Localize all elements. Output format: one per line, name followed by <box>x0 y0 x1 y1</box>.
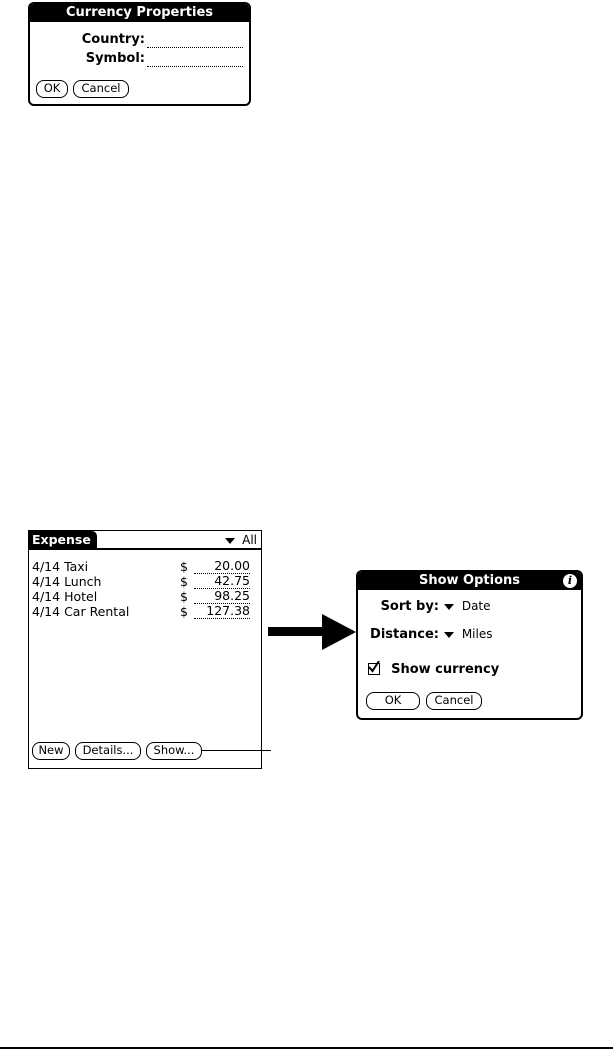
new-button[interactable]: New <box>32 742 70 760</box>
row-name: Lunch <box>64 574 102 589</box>
info-icon[interactable]: i <box>563 574 577 588</box>
dropdown-triangle-icon <box>444 604 454 610</box>
sort-by-label: Sort by: <box>380 599 439 614</box>
row-currency: $ <box>180 559 188 574</box>
row-name: Car Rental <box>64 604 130 619</box>
callout-line <box>201 750 271 751</box>
dropdown-triangle-icon <box>225 538 235 544</box>
ok-button[interactable]: OK <box>36 80 68 98</box>
row-date: 4/14 <box>32 574 61 589</box>
distance-label: Distance: <box>370 627 439 642</box>
sort-by-value: Date <box>461 599 491 613</box>
row-date: 4/14 <box>32 589 61 604</box>
category-picker-label: All <box>242 533 257 547</box>
cancel-button[interactable]: Cancel <box>426 692 482 710</box>
row-date: 4/14 <box>32 604 61 619</box>
checkbox-checked-icon <box>368 663 380 675</box>
country-field[interactable] <box>147 46 243 48</box>
row-name: Taxi <box>64 559 89 574</box>
row-amount[interactable]: 20.00 <box>194 559 250 574</box>
expense-title-tab: Expense <box>29 531 97 549</box>
arrow-right-icon <box>268 612 358 652</box>
dialog-title <box>358 572 581 590</box>
show-currency-checkbox[interactable] <box>368 658 499 677</box>
title-divider <box>29 548 261 550</box>
ok-button[interactable]: OK <box>366 692 420 710</box>
row-currency: $ <box>180 604 188 619</box>
dialog-title: Currency Properties <box>30 4 249 22</box>
row-currency: $ <box>180 589 188 604</box>
country-label: Country: <box>81 32 145 47</box>
symbol-label: Symbol: <box>85 51 145 66</box>
expense-row[interactable] <box>32 589 256 604</box>
row-amount[interactable]: 98.25 <box>194 589 250 604</box>
dropdown-triangle-icon <box>444 632 454 638</box>
dialog-title-text: Show Options <box>418 573 521 588</box>
page-divider <box>0 1047 613 1049</box>
category-picker[interactable] <box>225 532 257 548</box>
symbol-field[interactable] <box>147 65 243 67</box>
row-amount[interactable]: 127.38 <box>194 604 250 619</box>
details-button[interactable]: Details... <box>75 742 141 760</box>
expense-row[interactable] <box>32 604 256 619</box>
row-currency: $ <box>180 574 188 589</box>
expense-screen <box>28 530 262 769</box>
sort-by-picker[interactable] <box>444 599 491 613</box>
distance-picker[interactable] <box>444 627 492 641</box>
show-currency-label: Show currency <box>391 662 500 677</box>
expense-row[interactable] <box>32 574 256 589</box>
currency-properties-dialog <box>28 2 251 106</box>
row-amount[interactable]: 42.75 <box>194 574 250 589</box>
row-name: Hotel <box>64 589 98 604</box>
row-date: 4/14 <box>32 559 61 574</box>
expense-row[interactable] <box>32 559 256 574</box>
show-button[interactable]: Show... <box>146 742 202 760</box>
distance-value: Miles <box>461 627 493 641</box>
cancel-button[interactable]: Cancel <box>73 80 129 98</box>
show-options-dialog <box>356 570 583 720</box>
